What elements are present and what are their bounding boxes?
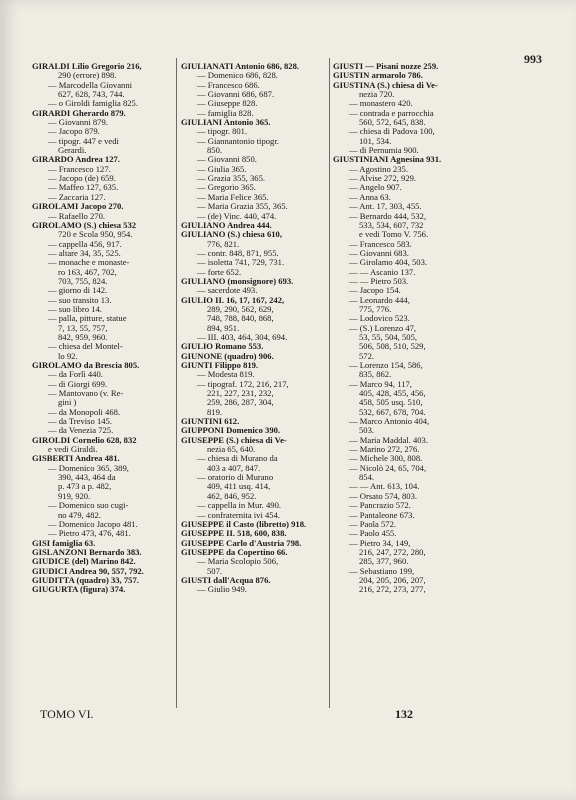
index-entry-line: — Giovanni 686, 687. <box>197 90 275 100</box>
index-entry-line: 290 (errore) 898. <box>58 71 117 81</box>
index-entry-line: GIUSEPPE il Casto (libretto) 918. <box>181 519 307 529</box>
index-entry-line: — Angelo 907. <box>349 183 402 193</box>
index-entry-line: GIUSTI dall'Acqua 876. <box>181 575 271 585</box>
page-number: 993 <box>524 52 542 66</box>
index-entry-line: 532, 667, 678, 704. <box>359 407 426 417</box>
index-entry-line: — Francesco 127. <box>48 164 111 174</box>
index-entry-line: — Giannantonio tipogr. <box>197 136 279 146</box>
index-entry-line: — isoletta 741, 729, 731. <box>197 258 285 268</box>
index-entry-line: — Mantovano (v. Re- <box>48 389 124 399</box>
index-entry-line: 533, 534, 607, 732 <box>359 220 424 230</box>
index-entry-line: 289, 290, 562, 629, <box>207 304 274 314</box>
index-entry-line: GIUSTINA (S.) chiesa di Ve- <box>333 80 438 90</box>
index-entry-line: — (S.) Lorenzo 47, <box>349 323 417 333</box>
index-entry-line: GIRALDI Lilio Gregorio 216, <box>32 62 142 71</box>
index-entry-line: GIUNONE (quadro) 906. <box>181 351 274 361</box>
index-entry-line: — Alvise 272, 929. <box>349 174 417 184</box>
index-entry-line: — Gregorio 365. <box>197 183 256 193</box>
index-entry-line: — Pancrazio 572. <box>349 501 411 511</box>
index-entry-line: 572. <box>359 351 375 361</box>
index-entry-line: — famiglia 828. <box>197 108 254 118</box>
index-entry-line: — tipograf. 172, 216, 217, <box>197 379 289 389</box>
index-entry-line: — sacerdote 493. <box>197 286 258 296</box>
index-entry-line: 403 a 407, 847. <box>207 463 261 473</box>
index-entry-line: — Domenico suo cugi- <box>48 501 129 511</box>
index-entry-line: — Marcodella Giovanni <box>48 80 133 90</box>
index-entry-line: — Zaccaria 127. <box>48 192 106 202</box>
index-entry-line: — (de) Vinc. 440, 474. <box>197 211 277 221</box>
index-entry-line: — palla, pitture, statue <box>48 314 127 324</box>
index-entry-line: — — Ascanio 137. <box>349 267 416 277</box>
index-entry-line: — di Giorgi 699. <box>48 379 108 389</box>
index-entry-line: — Michele 300, 808. <box>349 454 423 464</box>
index-entry-line: — contr. 848, 871, 955. <box>197 248 279 258</box>
index-entry-line: GIROLDI Cornelio 628, 832 <box>32 435 137 445</box>
index-entry-line: 53, 55, 504, 505, <box>359 332 418 342</box>
index-entry-line: — chiesa di Padova 100, <box>349 127 435 137</box>
index-entry-line: — — Pietro 503. <box>349 276 409 286</box>
index-entry-line: — confraternita ivi 454. <box>197 510 281 520</box>
index-entry-line: e vedi Tomo V. 756. <box>359 230 429 240</box>
index-entry-line: — altare 34, 35, 525. <box>48 248 121 258</box>
index-entry-line: lo 92. <box>58 351 78 361</box>
index-entry-line: GIROLAMO (S.) chiesa 532 <box>32 220 137 230</box>
index-entry-line: — Maffeo 127, 635. <box>48 183 119 193</box>
index-entry-line: — Francesco 686. <box>197 80 260 90</box>
index-entry-line: Gerardi. <box>58 146 87 156</box>
index-entry-line: — chiesa del Montel- <box>48 342 123 352</box>
index-entry-line: 703, 755, 824. <box>58 276 108 286</box>
index-entry-line: — Paolo 455. <box>349 529 397 539</box>
index-entry-line: GIUSEPPE II. 518, 600, 838. <box>181 529 287 539</box>
index-entry-line: — III. 403, 464, 304, 694. <box>197 332 288 342</box>
index-entry-line: — Giovanni 879. <box>48 118 108 128</box>
index-entry-line: 503. <box>359 426 375 436</box>
index-entry-line: GIROLAMO da Brescia 805. <box>32 361 140 370</box>
index-entry-line: — Bernardo 444, 532, <box>349 211 427 221</box>
index-entry-line: — monache e monaste- <box>48 258 130 268</box>
index-entry-line: — cappella in Mur. 490. <box>197 501 282 511</box>
index-entry-line: 259, 286, 287, 304, <box>207 398 274 408</box>
index-entry-line: 221, 227, 231, 232, <box>207 389 274 399</box>
index-entry-line: 216, 272, 273, 277, <box>359 585 426 595</box>
index-column-3 <box>333 62 483 595</box>
index-entry-line: GIUSTINIANI Agnesina 931. <box>333 155 442 165</box>
index-entry-line: — tipogr. 801. <box>197 127 248 137</box>
index-entry-line: — Domenico 365, 389, <box>48 463 129 473</box>
index-entry-line: — Nicolò 24, 65, 704, <box>349 463 427 473</box>
index-entry-line: — chiesa di Murano da <box>197 454 278 464</box>
index-entry-line: — di Pernumia 900. <box>349 146 419 156</box>
index-entry-line: 507. <box>207 566 223 576</box>
index-entry-line: — Pietro 473, 476, 481. <box>48 529 131 539</box>
index-entry-line: — oratorio di Murano <box>197 473 274 483</box>
index-entry-line: — Domenico Jacopo 481. <box>48 519 138 529</box>
index-entry-line: GIROLAMI Jacopo 270. <box>32 202 124 212</box>
index-entry-line: — Agostino 235. <box>349 164 408 174</box>
index-entry-line: — Sebastiano 199, <box>349 566 415 576</box>
index-entry-line: 409, 411 usq. 414, <box>207 482 271 492</box>
index-entry-line: — Maria Maddal. 403. <box>349 435 428 445</box>
index-entry-line: — Marco 94, 117, <box>349 379 412 389</box>
index-entry-line: — Lorenzo 154, 586, <box>349 361 423 370</box>
index-entry-line: — Leonardo 444, <box>349 295 410 305</box>
index-entry-line: — da Monopoli 468. <box>48 407 121 417</box>
index-entry-line: — suo transito 13. <box>48 295 112 305</box>
index-entry-line: p. 473 a p. 482, <box>58 482 112 492</box>
column-divider <box>329 58 330 708</box>
index-entry-line: — Jacopo 879. <box>48 127 100 137</box>
index-entry-line: 285, 377, 960. <box>359 557 409 567</box>
index-entry-line: — tipogr. 447 e vedi <box>48 136 119 146</box>
index-entry-line: GIULIO Romano 553. <box>181 342 264 352</box>
index-entry-line: — Lodovico 523. <box>349 314 410 324</box>
index-column-1 <box>32 62 180 595</box>
index-entry-line: — Grazia 355, 365. <box>197 174 266 184</box>
index-entry-line: 776, 821. <box>207 239 240 249</box>
index-entry-line: — Maria Scolopio 506, <box>197 557 279 567</box>
index-entry-line: GIUSEPPE (S.) chiesa di Ve- <box>181 435 287 445</box>
index-entry-line: — Giulia 365. <box>197 164 247 174</box>
index-entry-line: 216, 247, 272, 280, <box>359 547 426 557</box>
index-entry-line: 560, 572, 645, 838. <box>359 118 426 128</box>
index-entry-line: — Maria Felice 365. <box>197 192 269 202</box>
index-entry-line: — Anna 63. <box>349 192 391 202</box>
index-entry-line: — da Treviso 145. <box>48 417 112 427</box>
index-entry-line: GIUGURTA (figura) 374. <box>32 585 126 595</box>
index-entry-line: — Domenico 686, 828. <box>197 71 278 81</box>
index-entry-line: GIUSTIN armarolo 786. <box>333 71 423 81</box>
index-entry-line: GIUNTINI 612. <box>181 417 240 427</box>
index-entry-line: 894, 951. <box>207 323 240 333</box>
index-entry-line: — Marco Antonio 404, <box>349 417 430 427</box>
index-entry-line: 720 e Scola 950, 954. <box>58 230 133 240</box>
index-entry-line: GIRARDI Gherardo 879. <box>32 108 126 118</box>
index-entry-line: — forte 652. <box>197 267 242 277</box>
index-entry-line: GIUDICI Andrea 90, 557, 792. <box>32 566 144 576</box>
index-entry-line: 775, 776. <box>359 304 392 314</box>
index-entry-line: 850. <box>207 146 223 156</box>
index-entry-line: GIUDITTA (quadro) 33, 757. <box>32 575 139 585</box>
index-entry-line: GIUNTI Filippo 819. <box>181 361 259 370</box>
index-entry-line: — Maria Grazia 355, 365. <box>197 202 288 212</box>
index-entry-line: — o Giroldi famiglia 825. <box>48 99 138 109</box>
index-entry-line: nezia 65, 640. <box>207 445 256 455</box>
index-entry-line: 835, 862. <box>359 370 392 380</box>
index-entry-line: — Pietro 34, 149, <box>349 538 411 548</box>
index-entry-line: 819. <box>207 407 223 417</box>
index-entry-line: GISBERTI Andrea 481. <box>32 454 120 464</box>
index-entry-line: — Jacopo (de) 659. <box>48 174 116 184</box>
index-entry-line: e vedi Giraldi. <box>48 445 98 455</box>
index-entry-line: 405, 428, 455, 456, <box>359 389 426 399</box>
index-entry-line: 627, 628, 743, 744. <box>58 90 125 100</box>
index-entry-line: — da Forlì 440. <box>48 370 103 380</box>
index-entry-line: — Giovanni 683. <box>349 248 409 258</box>
index-entry-line: — Giovanni 850. <box>197 155 257 165</box>
index-entry-line: 919, 920. <box>58 491 91 501</box>
index-entry-line: — cappella 456, 917. <box>48 239 122 249</box>
footer-signature: 132 <box>395 707 413 721</box>
index-entry-line: 7, 13, 55, 757, <box>58 323 108 333</box>
index-entry-line: 748, 788, 840, 868, <box>207 314 274 324</box>
index-entry-line: — Orsato 574, 803. <box>349 491 418 501</box>
index-entry-line: 462, 846, 952. <box>207 491 257 501</box>
index-entry-line: 854. <box>359 473 375 483</box>
footer-volume: TOMO VI. <box>40 707 94 721</box>
index-entry-line: GISI famiglia 63. <box>32 538 96 548</box>
index-entry-line: 204, 205, 206, 207, <box>359 575 426 585</box>
index-entry-line: — Jacopo 154. <box>349 286 401 296</box>
index-entry-line: GIULIANO Andrea 444. <box>181 220 272 230</box>
index-entry-line: — Rafaello 270. <box>48 211 106 221</box>
index-entry-line: 390, 443, 464 da <box>58 473 116 483</box>
index-entry-line: — Pantaleone 673. <box>349 510 415 520</box>
index-entry-line: GIRARDO Andrea 127. <box>32 155 120 165</box>
index-entry-line: nezia 720. <box>359 90 395 100</box>
index-entry-line: — Modesta 819. <box>197 370 255 380</box>
index-entry-line: GIULIANO (monsignore) 693. <box>181 276 294 286</box>
index-entry-line: GIUPPONI Domenico 390. <box>181 426 281 436</box>
index-entry-line: — giorno di 142. <box>48 286 108 296</box>
index-entry-line: ro 163, 467, 702, <box>58 267 117 277</box>
index-entry-line: GIULIO II. 16, 17, 167, 242, <box>181 295 285 305</box>
index-entry-line: gini ) <box>58 398 77 408</box>
index-entry-line: GIUSTI — Pisani nozze 259. <box>333 62 439 71</box>
index-entry-line: — Giulio 949. <box>197 585 247 595</box>
index-entry-line: — monastero 420. <box>349 99 413 109</box>
index-entry-line: no 479, 482. <box>58 510 101 520</box>
index-entry-line: GIUSEPPE da Copertino 66. <box>181 547 288 557</box>
index-entry-line: 458, 505 usq. 510, <box>359 398 423 408</box>
index-entry-line: 101, 534. <box>359 136 392 146</box>
index-entry-line: GIULIANATI Antonio 686, 828. <box>181 62 300 71</box>
index-entry-line: — da Venezia 725. <box>48 426 114 436</box>
index-column-2 <box>181 62 329 595</box>
index-entry-line: GIULIANO (S.) chiesa 610, <box>181 230 282 240</box>
index-entry-line: — Paola 572. <box>349 519 397 529</box>
index-entry-line: — Giuseppe 828. <box>197 99 258 109</box>
index-entry-line: 506, 508, 510, 529, <box>359 342 426 352</box>
index-entry-line: GIUSEPPE Carlo d'Austria 798. <box>181 538 302 548</box>
index-entry-line: — Francesco 583. <box>349 239 412 249</box>
index-entry-line: — Girolamo 404, 503. <box>349 258 428 268</box>
index-entry-line: — Ant. 17, 303, 455. <box>349 202 422 212</box>
index-entry-line: — contrada e parrocchia <box>349 108 434 118</box>
index-entry-line: GIULIANI Antonio 365. <box>181 118 271 128</box>
index-entry-line: GISLANZONI Bernardo 383. <box>32 547 142 557</box>
index-entry-line: — suo libro 14. <box>48 304 102 314</box>
index-entry-line: GIUDICE (del) Marino 842. <box>32 557 136 567</box>
index-entry-line: — — Ant. 613, 104. <box>349 482 420 492</box>
index-entry-line: 842, 959, 960. <box>58 332 108 342</box>
index-entry-line: — Marino 272, 276. <box>349 445 420 455</box>
